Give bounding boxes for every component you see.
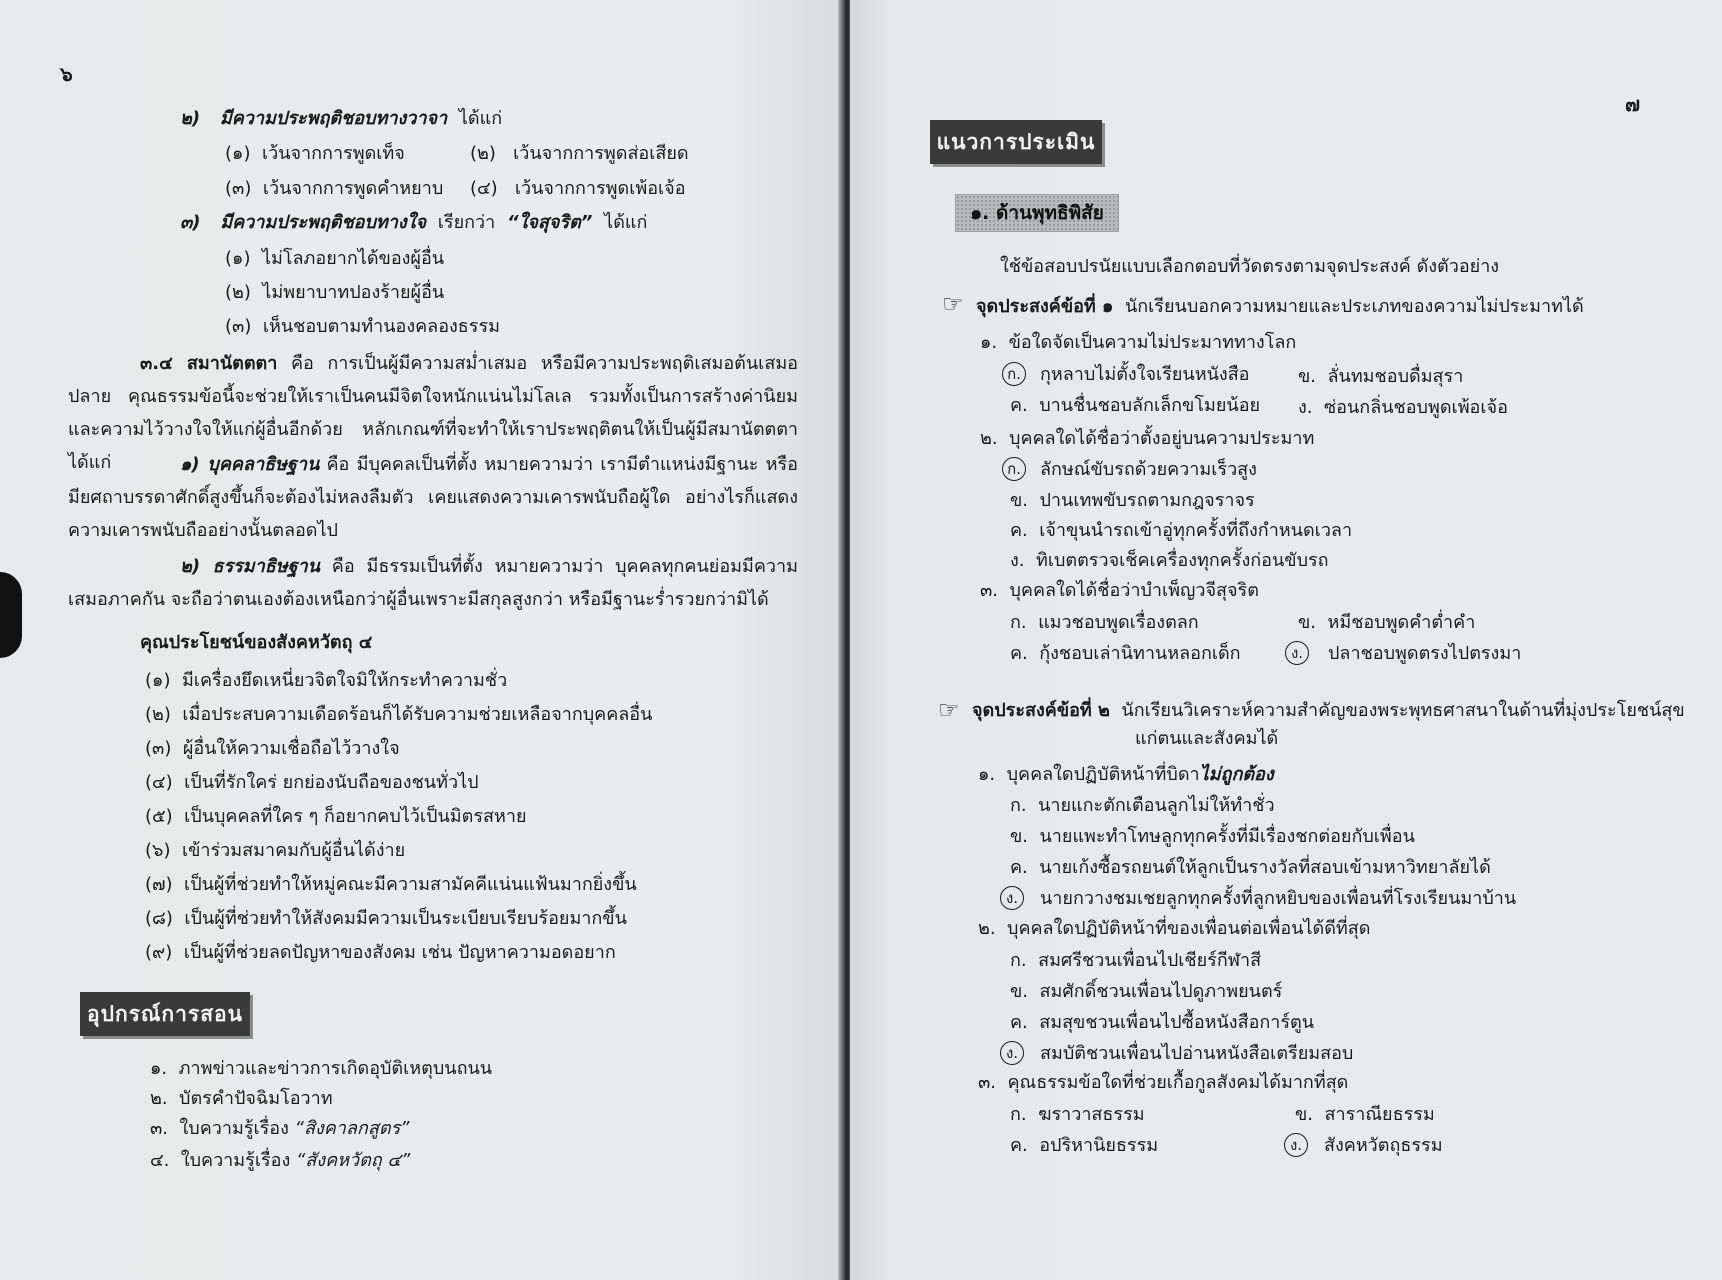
- obj1-q2-option-d: ง. ทิเบตตรวจเช็คเครื่องทุกครั้งก่อนขับรถ: [1010, 550, 1329, 571]
- left-page: [0, 0, 845, 1280]
- benefit-item-4: (๔) เป็นที่รักใคร่ ยกย่องนับถือของชนทั่วไป: [145, 772, 479, 793]
- obj1-q3-option-a: ก. แมวชอบพูดเรื่องตลก: [1010, 612, 1199, 633]
- speech-item-3: (๓) เว้นจากการพูดคำหยาบ: [225, 178, 444, 199]
- obj1-q1-option-c: ค. บานชื่นชอบลักเล็กขโมยน้อย: [1010, 395, 1261, 416]
- obj1-q1-option-d: ง. ซ่อนกลิ่นชอบพูดเพ้อเจ้อ: [1298, 397, 1508, 418]
- objective-2: จุดประสงค์ข้อที่ ๒ นักเรียนวิเคราะห์ความสำคัญของพระพุทธศาสนาในด้านที่มุ่งประโยชน์สุข: [972, 700, 1685, 721]
- obj1-q2-option-c: ค. เจ้าขุนนำรถเข้าอู่ทุกครั้งที่ถึงกำหนดเวลา: [1010, 520, 1353, 541]
- obj1-q3-option-d: ปลาชอบพูดตรงไปตรงมา: [1328, 643, 1522, 664]
- obj1-q3-option-b: ข. หมีชอบพูดคำต่ำคำ: [1298, 612, 1476, 633]
- obj2-q3-option-d: สังคหวัตถุธรรม: [1324, 1135, 1443, 1156]
- paragraph-samanattata: ๓.๔ สมานัตตตา คือ การเป็นผู้มีความสม่ำเสมอ หรือมีความประพฤติเสมอต้นเสมอปลาย คุณธรรมข้อนี้จะช่วยให้เราเป็นคนมีจิตใจหนักแน่นไม่โลเล รวมทั้งเป็นการสร้างค่านิยมและความไว้วางใจให้แก่ผู้อื่นอีกด้วย หลักเกณฑ์ที่จะทำให้เราประพฤติตนให้เป็นผู้มีสมานัตตตา ได้แก่: [68, 353, 798, 473]
- speech-num: ๒): [180, 108, 201, 129]
- objective-1: จุดประสงค์ข้อที่ ๑ นักเรียนบอกความหมายและประเภทของความไม่ประมาทได้: [976, 296, 1584, 317]
- objective-2-line-2: แก่ตนและสังคมได้: [1135, 728, 1279, 749]
- obj1-question-1: ๑. ข้อใดจัดเป็นความไม่ประมาททางโลก: [980, 332, 1297, 353]
- obj1-question-2: ๒. บุคคลใดได้ชื่อว่าตั้งอยู่บนความประมาท: [980, 428, 1315, 449]
- benefit-item-2: (๒) เมื่อประสบความเดือดร้อนก็ได้รับความช่วยเหลือจากบุคคลอื่น: [145, 704, 653, 725]
- evaluation-banner: แนวการประเมิน: [930, 120, 1102, 164]
- binder-clip: [0, 572, 22, 658]
- obj2-q3-option-a: ก. ฆราวาสธรรม: [1010, 1104, 1145, 1125]
- speech-item-1: (๑) เว้นจากการพูดเท็จ: [225, 143, 405, 164]
- obj1-q1-option-b: ข. ลั่นทมชอบดื่มสุรา: [1298, 366, 1464, 387]
- answer-circle: ก.: [1002, 457, 1026, 481]
- obj2-q1-option-a: ก. นายแกะตักเตือนลูกไม่ให้ทำชั่ว: [1010, 795, 1275, 816]
- pointing-hand-icon: ☞: [942, 290, 964, 318]
- pointing-hand-icon: ☞: [938, 696, 960, 724]
- obj2-q2-option-b: ข. สมศักดิ์ชวนเพื่อนไปดูภาพยนตร์: [1010, 981, 1283, 1002]
- page-number-right: ๗: [1625, 92, 1641, 116]
- obj2-q1-option-c: ค. นายเก้งซื้อรถยนต์ให้ลูกเป็นรางวัลที่สอบเข้ามหาวิทยาลัยได้: [1010, 857, 1491, 878]
- obj1-q2-option-b: ข. ปานเทพขับรถตามกฎจราจร: [1010, 490, 1255, 511]
- material-item-4: ๔. ใบความรู้เรื่อง “สังคหวัตถุ ๔”: [150, 1150, 411, 1171]
- benefit-item-3: (๓) ผู้อื่นให้ความเชื่อถือไว้วางใจ: [145, 738, 400, 759]
- benefit-item-9: (๙) เป็นผู้ที่ช่วยลดปัญหาของสังคม เช่น ปัญหาความอดอยาก: [145, 942, 616, 963]
- answer-circle: ง.: [1285, 641, 1309, 665]
- speech-heading: [180, 108, 502, 130]
- obj2-q3-option-b: ข. สาราณียธรรม: [1295, 1104, 1435, 1125]
- obj2-q2-option-a: ก. สมศรีชวนเพื่อนไปเชียร์กีฬาสี: [1010, 950, 1262, 971]
- benefit-item-1: (๑) มีเครื่องยึดเหนี่ยวจิตใจมิให้กระทำความชั่ว: [145, 670, 508, 691]
- mind-heading: ๓) มีความประพฤติชอบทางใจ เรียกว่า “ใจสุจริต” ได้แก่: [180, 212, 648, 233]
- page-number-left: ๖: [60, 62, 73, 86]
- material-item-3: ๓. ใบความรู้เรื่อง “สิงคาลกสูตร”: [150, 1118, 410, 1139]
- speech-item-4: (๔) เว้นจากการพูดเพ้อเจ้อ: [470, 178, 686, 199]
- mind-item-2: (๒) ไม่พยาบาทปองร้ายผู้อื่น: [225, 282, 445, 303]
- obj1-question-3: ๓. บุคคลใดได้ชื่อว่าบำเพ็ญวจีสุจริต: [980, 580, 1259, 601]
- obj2-question-1: ๑. บุคคลใดปฏิบัติหน้าที่บิดาไม่ถูกต้อง: [978, 764, 1274, 785]
- answer-circle: ง.: [1000, 886, 1024, 910]
- answer-circle: ก.: [1002, 362, 1026, 386]
- section-cognitive: ๑. ด้านพุทธิพิสัย: [955, 194, 1119, 232]
- obj2-q1-option-d: นายกวางชมเชยลูกทุกครั้งที่ลูกหยิบของเพื่อนที่โรงเรียนมาบ้าน: [1040, 888, 1517, 909]
- obj2-q2-option-c: ค. สมสุขชวนเพื่อนไปซื้อหนังสือการ์ตูน: [1010, 1012, 1315, 1033]
- speech-suffix: ได้แก่: [458, 108, 503, 129]
- right-page: [850, 0, 1722, 1280]
- mind-item-1: (๑) ไม่โลภอยากได้ของผู้อื่น: [225, 248, 445, 269]
- obj2-q2-option-d: สมบัติชวนเพื่อนไปอ่านหนังสือเตรียมสอบ: [1040, 1043, 1354, 1064]
- obj1-q1-option-a: กุหลาบไม่ตั้งใจเรียนหนังสือ: [1040, 364, 1250, 385]
- speech-item-2: (๒) เว้นจากการพูดส่อเสียด: [470, 143, 689, 164]
- material-item-1: ๑. ภาพข่าวและข่าวการเกิดอุบัติเหตุบนถนน: [150, 1058, 493, 1079]
- benefits-title: คุณประโยชน์ของสังคหวัตถุ ๔: [140, 632, 373, 653]
- intro-text: ใช้ข้อสอบปรนัยแบบเลือกตอบที่วัดตรงตามจุดประสงค์ ดังตัวอย่าง: [1000, 256, 1500, 277]
- benefit-item-8: (๘) เป็นผู้ที่ช่วยทำให้สังคมมีความเป็นระเบียบเรียบร้อยมากขึ้น: [145, 908, 627, 929]
- benefit-item-5: (๕) เป็นบุคคลที่ใคร ๆ ก็อยากคบไว้เป็นมิตรสหาย: [145, 806, 527, 827]
- obj1-q3-option-c: ค. กุ้งชอบเล่านิทานหลอกเด็ก: [1010, 643, 1241, 664]
- obj2-q3-option-c: ค. อปริหานิยธรรม: [1010, 1135, 1159, 1156]
- mind-item-3: (๓) เห็นชอบตามทำนองคลองธรรม: [225, 316, 500, 337]
- answer-circle: ง.: [1284, 1133, 1308, 1157]
- answer-circle: ง.: [1000, 1041, 1024, 1065]
- paragraph-puggala: ๑) บุคคลาธิษฐาน คือ มีบุคคลเป็นที่ตั้ง หมายความว่า เรามีตำแหน่งมีฐานะ หรือมียศถาบรรดาศักดิ์สูงขึ้นก็จะต้องไม่หลงลืมตัว เคยแสดงความเคารพนับถือผู้ใด อย่างไรก็แสดงความเคารพนับถืออย่างนั้นตลอดไป: [68, 454, 798, 541]
- benefit-item-7: (๗) เป็นผู้ที่ช่วยทำให้หมู่คณะมีความสามัคคีแน่นแฟ้นมากยิ่งขึ้น: [145, 874, 637, 895]
- benefit-item-6: (๖) เข้าร่วมสมาคมกับผู้อื่นได้ง่าย: [145, 840, 406, 861]
- obj1-q2-option-a: ลักษณ์ขับรถด้วยความเร็วสูง: [1040, 459, 1257, 480]
- obj2-question-3: ๓. คุณธรรมข้อใดที่ช่วยเกื้อกูลสังคมได้มากที่สุด: [978, 1072, 1349, 1093]
- speech-title: มีความประพฤติชอบทางวาจา: [219, 108, 448, 129]
- obj2-q1-option-b: ข. นายแพะทำโทษลูกทุกครั้งที่มีเรื่องชกต่อยกับเพื่อน: [1010, 826, 1415, 847]
- paragraph-dhamma: ๒) ธรรมาธิษฐาน คือ มีธรรมเป็นที่ตั้ง หมายความว่า บุคคลทุกคนย่อมมีความเสมอภาคกัน จะถือว่าตนเองต้องเหนือกว่าผู้อื่นเพราะมีสกุลสูงกว่า หรือมีฐานะร่ำรวยกว่ามิได้: [68, 556, 798, 610]
- obj2-question-2: ๒. บุคคลใดปฏิบัติหน้าที่ของเพื่อนต่อเพื่อนได้ดีที่สุด: [978, 918, 1371, 939]
- materials-banner: อุปกรณ์การสอน: [80, 992, 250, 1036]
- material-item-2: ๒. บัตรคำปัจฉิมโอวาท: [150, 1088, 333, 1109]
